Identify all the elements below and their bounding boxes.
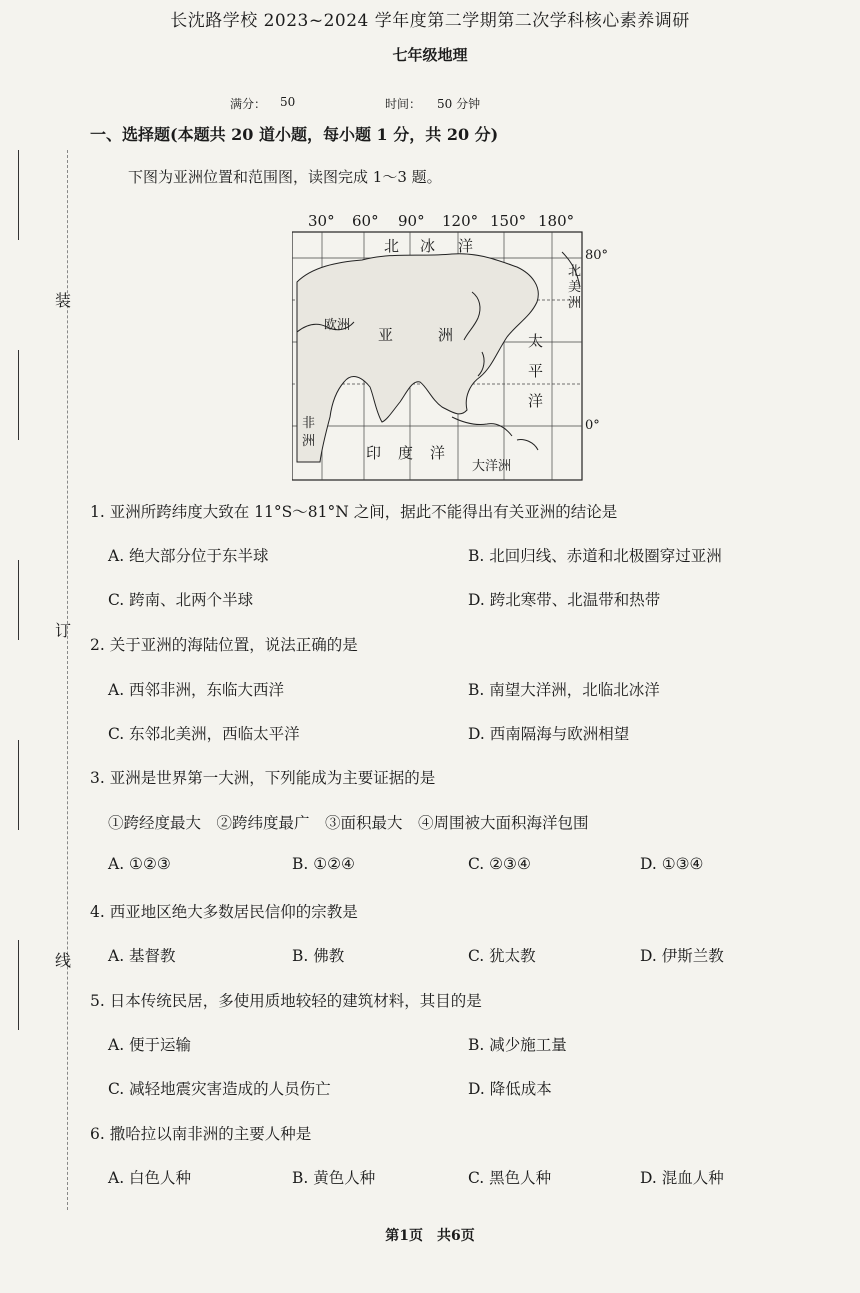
full-score-label: 满分： [230, 97, 267, 111]
question-4-option-b[interactable]: B. 佛教 [292, 947, 345, 965]
question-6-option-b[interactable]: B. 黄色人种 [292, 1169, 376, 1187]
asia-map [292, 212, 612, 482]
map-label-indian-1: 印 [366, 444, 382, 462]
question-3-option-b[interactable]: B. ①②④ [292, 855, 355, 873]
question-2-option-a[interactable]: A. 西邻非洲，东临大西洋 [108, 681, 285, 699]
section-title: 一、选择题(本题共 20 道小题，每小题 1 分，共 20 分) [90, 125, 499, 144]
question-2-option-b[interactable]: B. 南望大洋洲，北临北冰洋 [468, 681, 660, 699]
question-4-option-c[interactable]: C. 犹太教 [468, 947, 536, 965]
lon-label-60: 60° [352, 212, 379, 230]
lon-label-180: 180° [538, 212, 575, 230]
question-4-stem: 4. 西亚地区绝大多数居民信仰的宗教是 [90, 903, 358, 921]
map-label-pacific-1: 太 [528, 332, 544, 350]
question-5-option-c[interactable]: C. 减轻地震灾害造成的人员伤亡 [108, 1080, 331, 1098]
question-4-option-d[interactable]: D. 伊斯兰教 [640, 947, 724, 965]
full-score-value: 50 [280, 95, 296, 109]
map-label-pacific-3: 洋 [528, 392, 544, 410]
binding-mark-xian: 线 [55, 951, 72, 970]
question-5-option-b[interactable]: B. 减少施工量 [468, 1036, 567, 1054]
question-3-option-a[interactable]: A. ①②③ [108, 855, 171, 873]
question-3-option-d[interactable]: D. ①③④ [640, 855, 704, 873]
map-label-asia-2: 洲 [438, 326, 454, 344]
question-6-option-a[interactable]: A. 白色人种 [108, 1169, 192, 1187]
map-label-indian-2: 度 [398, 444, 414, 462]
binding-mark-zhuang: 装 [55, 291, 72, 310]
map-label-arctic-1: 北 [384, 237, 400, 255]
lon-label-90: 90° [398, 212, 425, 230]
question-1-option-c[interactable]: C. 跨南、北两个半球 [108, 591, 254, 609]
question-6-option-c[interactable]: C. 黑色人种 [468, 1169, 552, 1187]
map-intro: 下图为亚洲位置和范围图，读图完成 1～3 题。 [128, 168, 442, 186]
lat-label-80: 80° [585, 248, 609, 263]
question-1-option-d[interactable]: D. 跨北寒带、北温带和热带 [468, 591, 661, 609]
map-label-africa-1: 非 [302, 416, 316, 431]
question-3-statements: ①跨经度最大 ②跨纬度最广 ③面积最大 ④周围被大面积海洋包围 [108, 814, 589, 832]
exam-title: 长沈路学校 2023~2024 学年度第二学期第二次学科核心素养调研 [170, 11, 690, 31]
map-label-indian-3: 洋 [430, 444, 446, 462]
time-value: 50 分钟 [437, 97, 481, 111]
question-4-option-a[interactable]: A. 基督教 [108, 947, 176, 965]
map-label-africa-2: 洲 [302, 434, 316, 449]
lat-label-0: 0° [585, 418, 600, 433]
map-label-na-1: 北 [568, 264, 582, 279]
time-label: 时间： [385, 97, 422, 111]
asia-map-graphic [292, 212, 612, 482]
map-label-europe: 欧洲 [324, 318, 351, 333]
blank-line-number[interactable] [18, 740, 19, 830]
question-6-option-d[interactable]: D. 混血人种 [640, 1169, 724, 1187]
blank-line-grade[interactable] [18, 560, 19, 640]
question-1-option-b[interactable]: B. 北回归线、赤道和北极圈穿过亚洲 [468, 547, 722, 565]
lon-label-150: 150° [490, 212, 527, 230]
question-5-option-a[interactable]: A. 便于运输 [108, 1036, 192, 1054]
map-label-arctic-3: 洋 [458, 237, 474, 255]
map-label-asia-1: 亚 [378, 326, 394, 344]
map-label-pacific-2: 平 [528, 362, 544, 380]
lon-label-120: 120° [442, 212, 479, 230]
map-label-oceania: 大洋洲 [472, 459, 512, 474]
map-label-na-2: 美 [568, 280, 582, 295]
question-3-option-c[interactable]: C. ②③④ [468, 855, 531, 873]
question-1-option-a[interactable]: A. 绝大部分位于东半球 [108, 547, 269, 565]
lon-label-30: 30° [308, 212, 335, 230]
question-2-option-c[interactable]: C. 东邻北美洲，西临太平洋 [108, 725, 300, 743]
question-2-stem: 2. 关于亚洲的海陆位置，说法正确的是 [90, 636, 358, 654]
question-3-stem: 3. 亚洲是世界第一大洲，下列能成为主要证据的是 [90, 769, 436, 787]
question-6-stem: 6. 撒哈拉以南非洲的主要人种是 [90, 1125, 312, 1143]
question-1-stem: 1. 亚洲所跨纬度大致在 11°S～81°N 之间，据此不能得出有关亚洲的结论是 [90, 503, 618, 521]
question-5-stem: 5. 日本传统民居，多使用质地较轻的建筑材料，其目的是 [90, 992, 482, 1010]
map-label-na-3: 洲 [568, 296, 582, 311]
binding-mark-ding: 订 [55, 621, 72, 640]
blank-line-name[interactable] [18, 150, 19, 240]
question-2-option-d[interactable]: D. 西南隔海与欧洲相望 [468, 725, 630, 743]
question-5-option-d[interactable]: D. 降低成本 [468, 1080, 552, 1098]
blank-line-class[interactable] [18, 350, 19, 440]
page-footer: 第1页 共6页 [385, 1228, 475, 1244]
map-label-arctic-2: 冰 [420, 237, 436, 255]
subject-title: 七年级地理 [392, 46, 468, 64]
blank-line-room[interactable] [18, 940, 19, 1030]
